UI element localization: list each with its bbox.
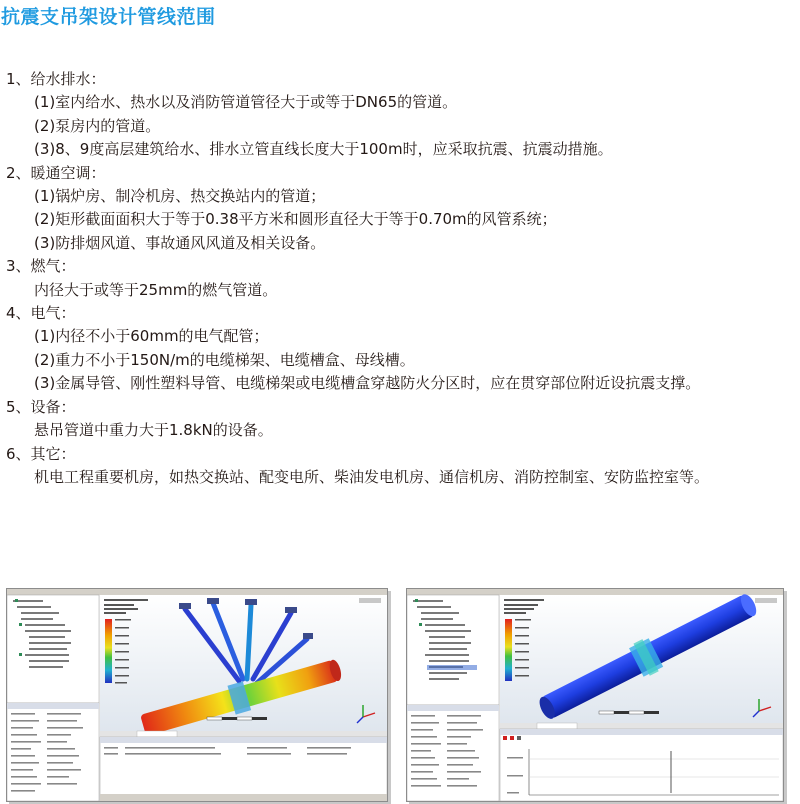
section-item: (2)泵房内的管道。 [34,116,161,135]
simulation-screenshot-clamp [406,588,784,802]
section-item: (1)室内给水、热水以及消防管道管径大于或等于DN65的管道。 [34,93,458,112]
section-heading: 2、暖通空调： [6,163,106,182]
scope-list [6,68,796,489]
section-item: 悬吊管道中重力大于1.8kN的设备。 [34,421,273,440]
simulation-screenshot-stress [6,588,388,802]
section-item: (1)锅炉房、制冷机房、热交换站内的管道； [34,187,326,206]
section-heading: 3、燃气： [6,257,76,276]
section-heading: 1、给水排水： [6,70,106,88]
page-title: 抗震支吊架设计管线范围 [1,6,216,28]
section-heading: 4、电气： [6,304,76,323]
section-item: (3)金属导管、刚性塑料导管、电缆梯架或电缆槽盒穿越防火分区时，应在贯穿部位附近设抗震支撑。 [34,374,701,393]
section-item: (2)重力不小于150N/m的电缆梯架、电缆槽盒、母线槽。 [34,350,415,369]
clamp-analysis-illustration [407,589,783,801]
section-item: (3)8、9度高层建筑给水、排水立管直线长度大于100m时，应采取抗震、抗震动措施。 [34,140,613,159]
section-item: (2)矩形截面面积大于等于0.38平方米和圆形直径大于等于0.70m的风管系统； [34,210,557,229]
section-item: 机电工程重要机房，如热交换站、配变电所、柴油发电机房、通信机房、消防控制室、安防监控室等。 [34,467,710,486]
section-heading: 5、设备： [6,397,76,416]
section-item: (1)内径不小于60mm的电气配管； [34,327,269,346]
section-heading: 6、其它： [6,444,76,463]
stress-analysis-illustration [7,589,387,801]
simulation-figures [0,588,800,804]
section-item: (3)防排烟风道、事故通风风道及相关设备。 [34,233,326,252]
section-item: 内径大于或等于25mm的燃气管道。 [34,280,278,299]
